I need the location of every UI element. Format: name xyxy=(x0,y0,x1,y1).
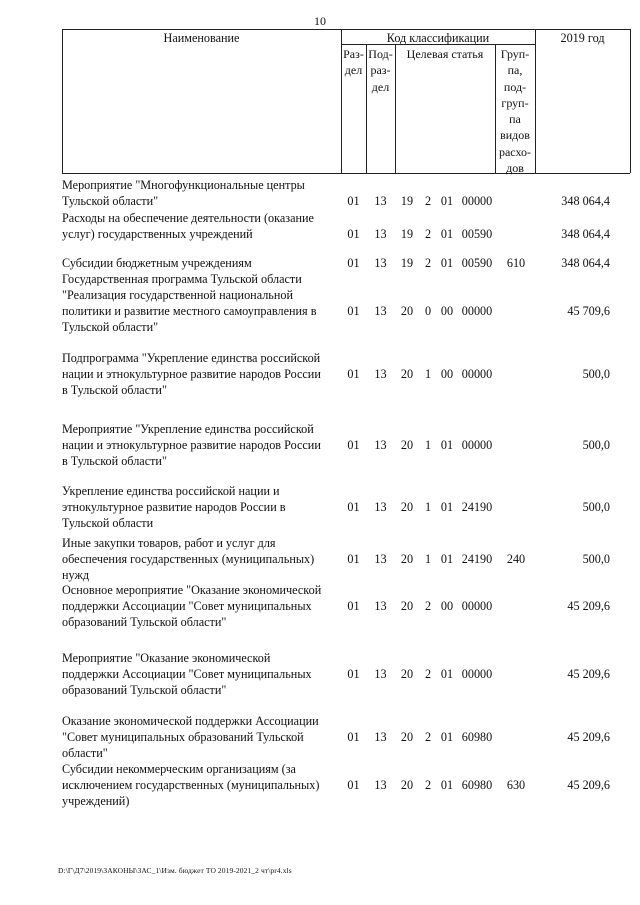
row-name xyxy=(62,271,338,335)
row-name-line: в Тульской области" xyxy=(62,383,167,397)
code-pr: 13 xyxy=(374,438,387,452)
code-c4: 60980 xyxy=(461,778,493,792)
code-c1: 20 xyxy=(400,552,414,566)
row-name-line: области" xyxy=(62,746,108,760)
header-podrazdel: Под- раз- дел xyxy=(368,47,393,94)
header-bottom-border xyxy=(62,173,630,174)
row-name xyxy=(62,421,338,469)
amount: 500,0 xyxy=(582,500,610,514)
code-vr: 610 xyxy=(506,256,526,270)
amount: 45 209,6 xyxy=(567,667,610,681)
code-c1: 20 xyxy=(400,438,414,452)
code-c3: 00 xyxy=(440,304,454,318)
row-name-line: образований Тульской области" xyxy=(62,615,227,629)
code-c2: 2 xyxy=(424,227,432,241)
header-code-group: Код классификации xyxy=(386,31,490,45)
code-vr: 630 xyxy=(506,778,526,792)
code-c2: 1 xyxy=(424,438,432,452)
code-c1: 20 xyxy=(400,667,414,681)
amount: 348 064,4 xyxy=(561,227,610,241)
row-name xyxy=(62,350,338,398)
code-vr: 240 xyxy=(506,552,526,566)
code-c1: 19 xyxy=(400,227,414,241)
code-pr: 13 xyxy=(374,778,387,792)
code-c2: 1 xyxy=(424,367,432,381)
row-name xyxy=(62,713,338,761)
row-name-line: этнокультурное развитие народов России в xyxy=(62,500,286,514)
header-razdel: Раз- дел xyxy=(343,47,364,78)
row-name-line: поддержки Ассоциации "Совет муниципальных xyxy=(62,599,312,613)
code-c4: 00000 xyxy=(461,438,493,452)
code-rz: 01 xyxy=(347,304,360,318)
row-name-line: исключением государственных (муниципальных) xyxy=(62,778,320,792)
row-name-line: "Реализация государственной национальной xyxy=(62,288,293,302)
code-rz: 01 xyxy=(347,667,360,681)
code-pr: 13 xyxy=(374,667,387,681)
code-c1: 20 xyxy=(400,500,414,514)
file-path-footer: D:\Г\Д7\2019\ЗАКОНЫ\ЗАС_1\Изм. бюджет ТО 2019-2021_2 чт\pr4.xls xyxy=(58,866,292,875)
code-c3: 01 xyxy=(440,730,454,744)
code-c3: 01 xyxy=(440,227,454,241)
code-pr: 13 xyxy=(374,367,387,381)
row-name-line: Мероприятие "Многофункциональные центры xyxy=(62,178,305,192)
code-rz: 01 xyxy=(347,194,360,208)
amount: 500,0 xyxy=(582,552,610,566)
code-pr: 13 xyxy=(374,730,387,744)
row-name xyxy=(62,255,338,271)
code-c3: 01 xyxy=(440,194,454,208)
code-c2: 0 xyxy=(424,304,432,318)
row-name-line: нации и этнокультурное развитие народов России xyxy=(62,367,321,381)
code-rz: 01 xyxy=(347,256,360,270)
page-number: 10 xyxy=(314,14,326,28)
code-c4: 00000 xyxy=(461,599,493,613)
row-name-line: нации и этнокультурное развитие народов России xyxy=(62,438,321,452)
header-name: Наименование xyxy=(163,31,240,45)
code-c4: 60980 xyxy=(461,730,493,744)
row-name xyxy=(62,582,338,630)
amount: 348 064,4 xyxy=(561,256,610,270)
code-c1: 20 xyxy=(400,304,414,318)
amount: 500,0 xyxy=(582,438,610,452)
code-c4: 00590 xyxy=(461,227,493,241)
amount: 45 209,6 xyxy=(567,599,610,613)
code-c2: 2 xyxy=(424,256,432,270)
code-c2: 1 xyxy=(424,552,432,566)
row-name-line: нужд xyxy=(62,568,90,582)
row-name xyxy=(62,210,338,242)
code-c4: 00000 xyxy=(461,304,493,318)
code-c4: 00000 xyxy=(461,367,493,381)
row-name-line: обеспечения государственных (муниципальных) xyxy=(62,552,315,566)
header-right-border xyxy=(630,29,631,173)
row-name-line: Государственная программа Тульской области xyxy=(62,272,302,286)
code-c3: 01 xyxy=(440,256,454,270)
header-divider-podrazdel xyxy=(395,44,396,173)
code-c3: 00 xyxy=(440,367,454,381)
code-c4: 00590 xyxy=(461,256,493,270)
row-name-line: услуг) государственных учреждений xyxy=(62,227,253,241)
row-name-line: Мероприятие "Оказание экономической xyxy=(62,651,271,665)
code-c4: 24190 xyxy=(461,552,493,566)
amount: 500,0 xyxy=(582,367,610,381)
row-name-line: Иные закупки товаров, работ и услуг для xyxy=(62,536,276,550)
code-c2: 2 xyxy=(424,599,432,613)
code-c1: 20 xyxy=(400,599,414,613)
code-c4: 00000 xyxy=(461,667,493,681)
code-c3: 01 xyxy=(440,500,454,514)
code-c3: 01 xyxy=(440,552,454,566)
code-pr: 13 xyxy=(374,227,387,241)
header-celevaya: Целевая статья xyxy=(406,47,484,61)
code-rz: 01 xyxy=(347,500,360,514)
code-rz: 01 xyxy=(347,552,360,566)
code-c4: 00000 xyxy=(461,194,493,208)
code-rz: 01 xyxy=(347,778,360,792)
amount: 45 209,6 xyxy=(567,778,610,792)
code-c4: 24190 xyxy=(461,500,493,514)
header-left-border xyxy=(62,29,63,173)
code-c3: 01 xyxy=(440,778,454,792)
code-c1: 20 xyxy=(400,367,414,381)
amount: 45 709,6 xyxy=(567,304,610,318)
row-name-line: Тульской области" xyxy=(62,194,159,208)
row-name-line: Оказание экономической поддержки Ассоциации xyxy=(62,714,319,728)
code-rz: 01 xyxy=(347,367,360,381)
code-c1: 20 xyxy=(400,778,414,792)
row-name xyxy=(62,761,338,809)
row-name xyxy=(62,535,338,583)
code-c3: 01 xyxy=(440,438,454,452)
amount: 348 064,4 xyxy=(561,194,610,208)
row-name xyxy=(62,177,338,209)
code-c3: 00 xyxy=(440,599,454,613)
header-year: 2019 год xyxy=(560,31,605,45)
code-c2: 2 xyxy=(424,730,432,744)
header-vidy: Груп- па, под- груп- па видов расхо- дов xyxy=(498,47,532,176)
code-pr: 13 xyxy=(374,304,387,318)
code-pr: 13 xyxy=(374,599,387,613)
code-c3: 01 xyxy=(440,667,454,681)
row-name-line: Укрепление единства российской нации и xyxy=(62,484,280,498)
code-c2: 2 xyxy=(424,194,432,208)
code-rz: 01 xyxy=(347,730,360,744)
row-name-line: образований Тульской области" xyxy=(62,683,227,697)
row-name-line: Основное мероприятие "Оказание экономической xyxy=(62,583,322,597)
code-rz: 01 xyxy=(347,227,360,241)
code-pr: 13 xyxy=(374,552,387,566)
code-pr: 13 xyxy=(374,500,387,514)
code-c2: 1 xyxy=(424,500,432,514)
row-name-line: поддержки Ассоциации "Совет муниципальных xyxy=(62,667,312,681)
row-name-line: Тульской области xyxy=(62,516,154,530)
code-pr: 13 xyxy=(374,194,387,208)
header-divider-code xyxy=(535,29,536,173)
row-name-line: Мероприятие "Укрепление единства российской xyxy=(62,422,314,436)
code-c2: 2 xyxy=(424,667,432,681)
code-c1: 19 xyxy=(400,194,414,208)
code-pr: 13 xyxy=(374,256,387,270)
row-name-line: Подпрограмма "Укрепление единства российской xyxy=(62,351,321,365)
row-name-line: Субсидии некоммерческим организациям (за xyxy=(62,762,296,776)
code-c1: 19 xyxy=(400,256,414,270)
row-name-line: учреждений) xyxy=(62,794,130,808)
row-name xyxy=(62,483,338,531)
code-rz: 01 xyxy=(347,599,360,613)
row-name-line: в Тульской области" xyxy=(62,454,167,468)
row-name xyxy=(62,650,338,698)
code-c1: 20 xyxy=(400,730,414,744)
code-c2: 2 xyxy=(424,778,432,792)
row-name-line: политики и развитие местного самоуправления в xyxy=(62,304,317,318)
row-name-line: Тульской области" xyxy=(62,320,159,334)
row-name-line: Расходы на обеспечение деятельности (оказание xyxy=(62,211,314,225)
row-name-line: "Совет муниципальных образований Тульской xyxy=(62,730,304,744)
row-name-line: Субсидии бюджетным учреждениям xyxy=(62,256,252,270)
code-rz: 01 xyxy=(347,438,360,452)
amount: 45 209,6 xyxy=(567,730,610,744)
